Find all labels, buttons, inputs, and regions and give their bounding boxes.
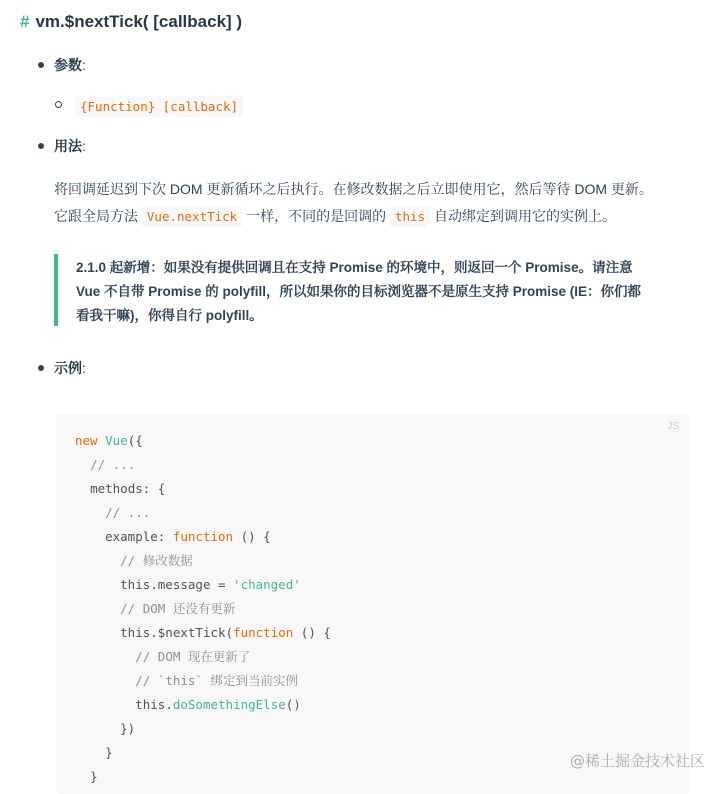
code-line: this.$nextTick(function () { [120, 625, 331, 640]
example-label: 示例: [54, 360, 86, 376]
sub-bullet-circle [55, 101, 62, 108]
bullet-dot [38, 365, 44, 371]
usage-description [54, 176, 704, 230]
code-line: } [90, 769, 98, 784]
bullet-dot [38, 143, 44, 149]
code-line: // ... [105, 505, 151, 520]
code-line: // `this` 绑定到当前实例 [135, 673, 298, 688]
code-line: // ... [90, 457, 136, 472]
tip-line-2: Vue 不自带 Promise 的 polyfill，所以如果你的目标浏览器不是原生支持 Promise (IE：你们都 [76, 284, 642, 299]
code-line: // 修改数据 [120, 553, 193, 568]
watermark: @稀土掘金技术社区 [569, 752, 705, 770]
code-line: new Vue({ [75, 433, 143, 448]
code-line: example: function () { [105, 529, 271, 544]
code-block [56, 414, 689, 794]
api-heading [20, 8, 242, 36]
tip-line-3: 看我干嘛)，你得自行 polyfill。 [76, 308, 263, 323]
code-line: } [105, 745, 113, 760]
param-item [75, 96, 243, 118]
inline-code-this: this [390, 206, 430, 227]
code-line: this.message = 'changed' [120, 577, 301, 592]
heading-anchor[interactable]: # [20, 12, 30, 31]
code-lines [75, 429, 331, 789]
tip-blockquote [54, 254, 684, 326]
tip-line-1: 2.1.0 起新增：如果没有提供回调且在支持 Promise 的环境中，则返回一个 Promise。请注意 [76, 260, 633, 275]
code-language-label: JS [667, 421, 679, 432]
code-line: }) [120, 721, 136, 736]
code-line: methods: { [90, 481, 166, 496]
usage-line-1: 将回调延迟到下次 DOM 更新循环之后执行。在修改数据之后立即使用它，然后等待 DOM 更新。 [54, 181, 653, 197]
usage-line-2: 它跟全局方法 Vue.nextTick 一样，不同的是回调的 this 自动绑定到调用它的实例上。 [54, 203, 704, 230]
heading-title: vm.$nextTick( [callback] ) [35, 12, 243, 31]
code-line: this.doSomethingElse() [135, 697, 301, 712]
bullet-dot [38, 62, 44, 68]
code-line: // DOM 还没有更新 [120, 601, 236, 616]
code-line: // DOM 现在更新了 [135, 649, 251, 664]
usage-label: 用法: [54, 138, 86, 154]
param-code: {Function} [callback] [75, 96, 243, 117]
inline-code-vue-nexttick: Vue.nextTick [142, 206, 242, 227]
params-label: 参数: [54, 57, 86, 73]
